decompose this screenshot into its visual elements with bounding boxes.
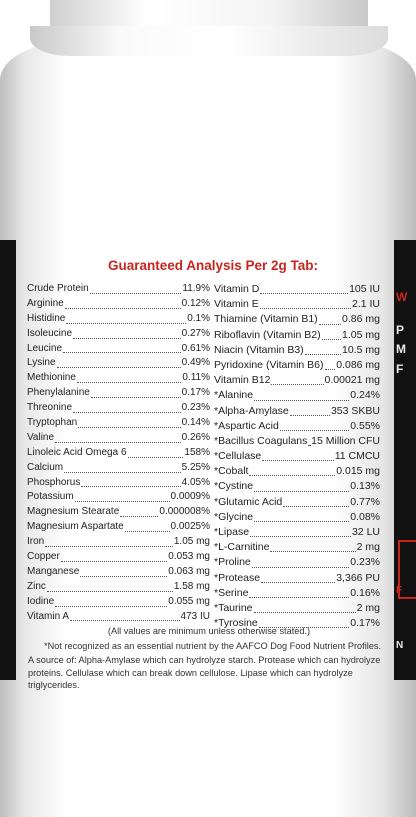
nutrient-value: 0.055 mg [168,595,210,607]
nutrient-row [27,580,210,595]
nutrient-name: Thiamine (Vitamin B1) [214,313,318,326]
nutrient-row [27,550,210,565]
dot-leader [80,576,167,577]
label-panel-right [394,240,416,680]
nutrient-value: 0.23% [181,402,210,414]
nutrient-name: Arginine [27,297,64,309]
nutrient-name: Magnesium Stearate [27,506,120,518]
dot-leader [73,412,181,413]
nutrient-value: 0.000008% [159,506,210,518]
nutrient-value: 0.1% [187,312,210,324]
dot-leader [319,324,341,325]
dot-leader [283,506,349,507]
nutrient-name: Vitamin D [214,283,260,295]
nutrient-value: 0.17% [350,617,380,630]
right-panel-text: F [396,362,404,376]
nutrient-value: 0.49% [181,357,210,369]
dot-leader [254,521,349,522]
nutrient-value: 0.053 mg [168,551,210,563]
nutrient-value: 0.0025% [170,521,210,533]
nutrient-value: 158% [184,446,210,458]
nutrient-name: Calcium [27,461,64,473]
nutrient-name: Linoleic Acid Omega 6 [27,446,127,458]
dot-leader [128,457,184,458]
nutrient-name: Crude Protein [27,283,89,294]
nutrient-name: *Taurine [214,601,253,614]
nutrient-name: *Proline [214,556,251,569]
dot-leader [290,415,330,416]
dot-leader [90,293,182,294]
nutrient-name: Iodine [27,595,55,607]
nutrient-value: 1.05 mg [173,536,210,548]
nutrient-name: Methionine [27,372,76,384]
nutrient-row [27,431,210,446]
dot-leader [81,486,180,487]
dot-leader [250,536,351,537]
nutrient-name: Pyridoxine (Vitamin B6) [214,358,324,371]
nutrient-row [27,401,210,416]
dot-leader [271,384,323,385]
nutrient-row [27,327,210,342]
nutrient-row [214,449,380,464]
nutrient-name: Vitamin E [214,298,259,311]
nutrient-row [214,464,380,479]
nutrient-name: *Glycine [214,510,254,523]
bottle-cap [50,0,368,27]
nutrient-value: 0.16% [350,586,380,599]
nutrient-name: *Serine [214,586,249,599]
nutrient-row [214,586,380,601]
nutrient-row [214,328,380,343]
nutrient-name: Vitamin B12 [214,374,271,387]
nutrient-row [214,404,380,419]
right-panel-text: N [396,640,404,651]
aafco-note: *Not recognized as an essential nutrient by the AAFCO Dog Food Nutrient Profiles. [44,641,382,651]
nutrient-value: 0.015 mg [336,465,380,478]
nutrient-name: Phosphorus [27,476,81,488]
nutrient-name: *Glutamic Acid [214,495,283,508]
nutrient-row [214,312,380,327]
nutrient-name: *Cystine [214,480,254,493]
nutrient-name: Niacin (Vitamin B3) [214,343,304,356]
nutrient-value: 0.27% [181,327,210,339]
nutrient-name: *Alpha-Amylase [214,404,289,417]
dot-leader [91,397,181,398]
dot-leader [70,620,179,621]
dot-leader [270,551,355,552]
nutrient-row [214,479,380,494]
dot-leader [78,427,180,428]
dot-leader [47,591,173,592]
analysis-title: Guaranteed Analysis Per 2g Tab: [107,258,319,273]
nutrient-row [27,342,210,357]
nutrient-value: 105 IU [349,283,380,295]
right-panel-text: F [396,585,403,596]
nutrient-value: 0.0009% [170,491,210,503]
nutrient-row [214,297,380,312]
nutrient-row [214,601,380,616]
nutrient-row [27,476,210,491]
nutrient-row [214,373,380,388]
dot-leader [249,597,349,598]
nutrient-value: 0.08% [350,510,380,523]
dot-leader [125,531,170,532]
nutrient-name: *Protease [214,571,261,584]
dot-leader [120,516,158,517]
nutrient-row [27,461,210,476]
nutrient-value: 2.1 IU [351,298,380,311]
nutrient-value: 0.11% [182,372,210,384]
nutrient-row [214,388,380,403]
nutrient-row [27,490,210,505]
nutrient-value: 2 mg [356,541,380,554]
nutrient-name: *Cobalt [214,465,249,478]
nutrient-name: *Lipase [214,526,250,538]
nutrient-row [27,371,210,386]
nutrient-value: 3,366 PU [336,571,380,584]
right-panel-text: M [396,342,406,356]
nutrient-value: 15 Million CFU [311,434,380,447]
dot-leader [280,430,349,431]
nutrient-row [214,343,380,358]
dot-leader [322,339,341,340]
nutrient-row [214,495,380,510]
dot-leader [63,352,181,353]
bottle-neck [30,26,388,56]
dot-leader [55,442,181,443]
dot-leader [325,369,336,370]
nutrient-row [214,510,380,525]
nutrient-value: 0.23% [350,556,380,569]
nutrient-value: 0.86 mg [342,313,380,326]
nutrient-row [27,446,210,461]
nutrient-row [27,610,210,625]
nutrient-row [27,282,210,297]
nutrient-name: *L-Carnitine [214,541,270,554]
nutrient-value: 11.9% [182,283,210,294]
dot-leader [254,612,356,613]
nutrient-row [27,520,210,535]
nutrient-row [27,535,210,550]
nutrient-row [27,565,210,580]
nutrient-name: Leucine [27,342,63,354]
nutrient-value: 353 SKBU [330,404,380,417]
right-panel-text: P [396,323,405,337]
nutrient-row [27,356,210,371]
nutrient-value: 0.086 mg [336,358,380,371]
nutrient-value: 10.5 mg [342,343,380,356]
label-panel-left [0,240,16,680]
dot-leader [45,546,173,547]
nutrient-value: 0.26% [181,431,210,443]
nutrient-row [214,282,380,297]
nutrient-row [214,525,380,540]
nutrient-row [27,297,210,312]
dot-leader [308,445,310,446]
nutrient-row [27,386,210,401]
dot-leader [252,567,349,568]
nutrient-row [214,419,380,434]
nutrient-value: 11 CMCU [334,450,380,463]
enzyme-source-note: A source of: Alpha-Amylase which can hydrolyze starch. Protease which can hydrolyze proteins. Cellulase which can break down cellulose. Lipase which can hydrolyze triglycerides. [28,655,381,690]
nutrient-value: 0.12% [181,297,210,309]
nutrient-value: 0.063 mg [168,565,210,577]
nutrient-value: 0.14% [181,417,210,429]
nutrient-name: Vitamin A [27,610,70,622]
nutrient-name: Lysine [27,357,56,369]
nutrient-row [214,358,380,373]
nutrient-value: 1.05 mg [342,328,380,341]
dot-leader [55,606,167,607]
dot-leader [260,308,351,309]
dot-leader [305,354,341,355]
dot-leader [75,501,170,502]
dot-leader [254,491,349,492]
nutrient-name: Iron [27,536,45,548]
nutrient-column-right [214,282,380,631]
nutrient-row [214,571,380,586]
nutrient-value: 2 mg [356,601,380,614]
nutrient-value: 0.13% [350,480,380,493]
nutrient-name: Threonine [27,402,73,414]
nutrient-name: Valine [27,431,55,443]
dot-leader [249,475,335,476]
dot-leader [64,472,181,473]
nutrient-value: 0.17% [181,387,210,399]
nutrient-value: 4.05% [181,476,210,488]
nutrient-value: 32 LU [351,526,380,538]
nutrient-value: 0.24% [350,389,380,402]
dot-leader [65,308,181,309]
dot-leader [73,338,181,339]
dot-leader [254,400,349,401]
nutrient-name: Tryptophan [27,417,78,429]
nutrient-row [27,595,210,610]
nutrient-name: *Bacillus Coagulans [214,434,308,447]
nutrient-column-left [27,282,210,624]
nutrient-name: Histidine [27,312,66,324]
nutrient-name: Potassium [27,491,74,503]
nutrient-value: 0.77% [350,495,380,508]
dot-leader [66,323,186,324]
nutrient-value: 1.58 mg [173,580,210,592]
nutrient-name: Isoleucine [27,327,73,339]
dot-leader [77,382,181,383]
nutrient-name: Riboflavin (Vitamin B2) [214,328,321,341]
nutrient-row [27,416,210,431]
dot-leader [261,582,335,583]
nutrient-name: *Cellulase [214,450,262,463]
nutrient-name: *Aspartic Acid [214,419,279,432]
dot-leader [260,293,348,294]
nutrient-row [214,555,380,570]
nutrient-name: *Alanine [214,389,254,402]
nutrient-value: 0.61% [181,342,210,354]
nutrient-name: Zinc [27,580,46,592]
nutrient-value: 0.00021 mg [324,374,380,387]
dot-leader [57,367,181,368]
minimum-values-note: (All values are minimum unless otherwise stated.) [107,626,311,636]
nutrient-row [27,505,210,520]
nutrient-name: Copper [27,551,60,563]
nutrient-row [27,312,210,327]
nutrient-row [214,434,380,449]
right-panel-text: W [396,290,408,304]
dot-leader [262,460,333,461]
nutrient-value: 0.55% [350,419,380,432]
nutrient-value: 5.25% [181,461,210,473]
nutrient-name: Manganese [27,565,80,577]
dot-leader [61,561,167,562]
nutrient-value: 473 IU [180,610,210,622]
nutrient-name: Magnesium Aspartate [27,521,124,533]
nutrient-name: Phenylalanine [27,387,90,399]
nutrient-name: *Tyrosine [214,617,258,630]
nutrient-row [214,540,380,555]
